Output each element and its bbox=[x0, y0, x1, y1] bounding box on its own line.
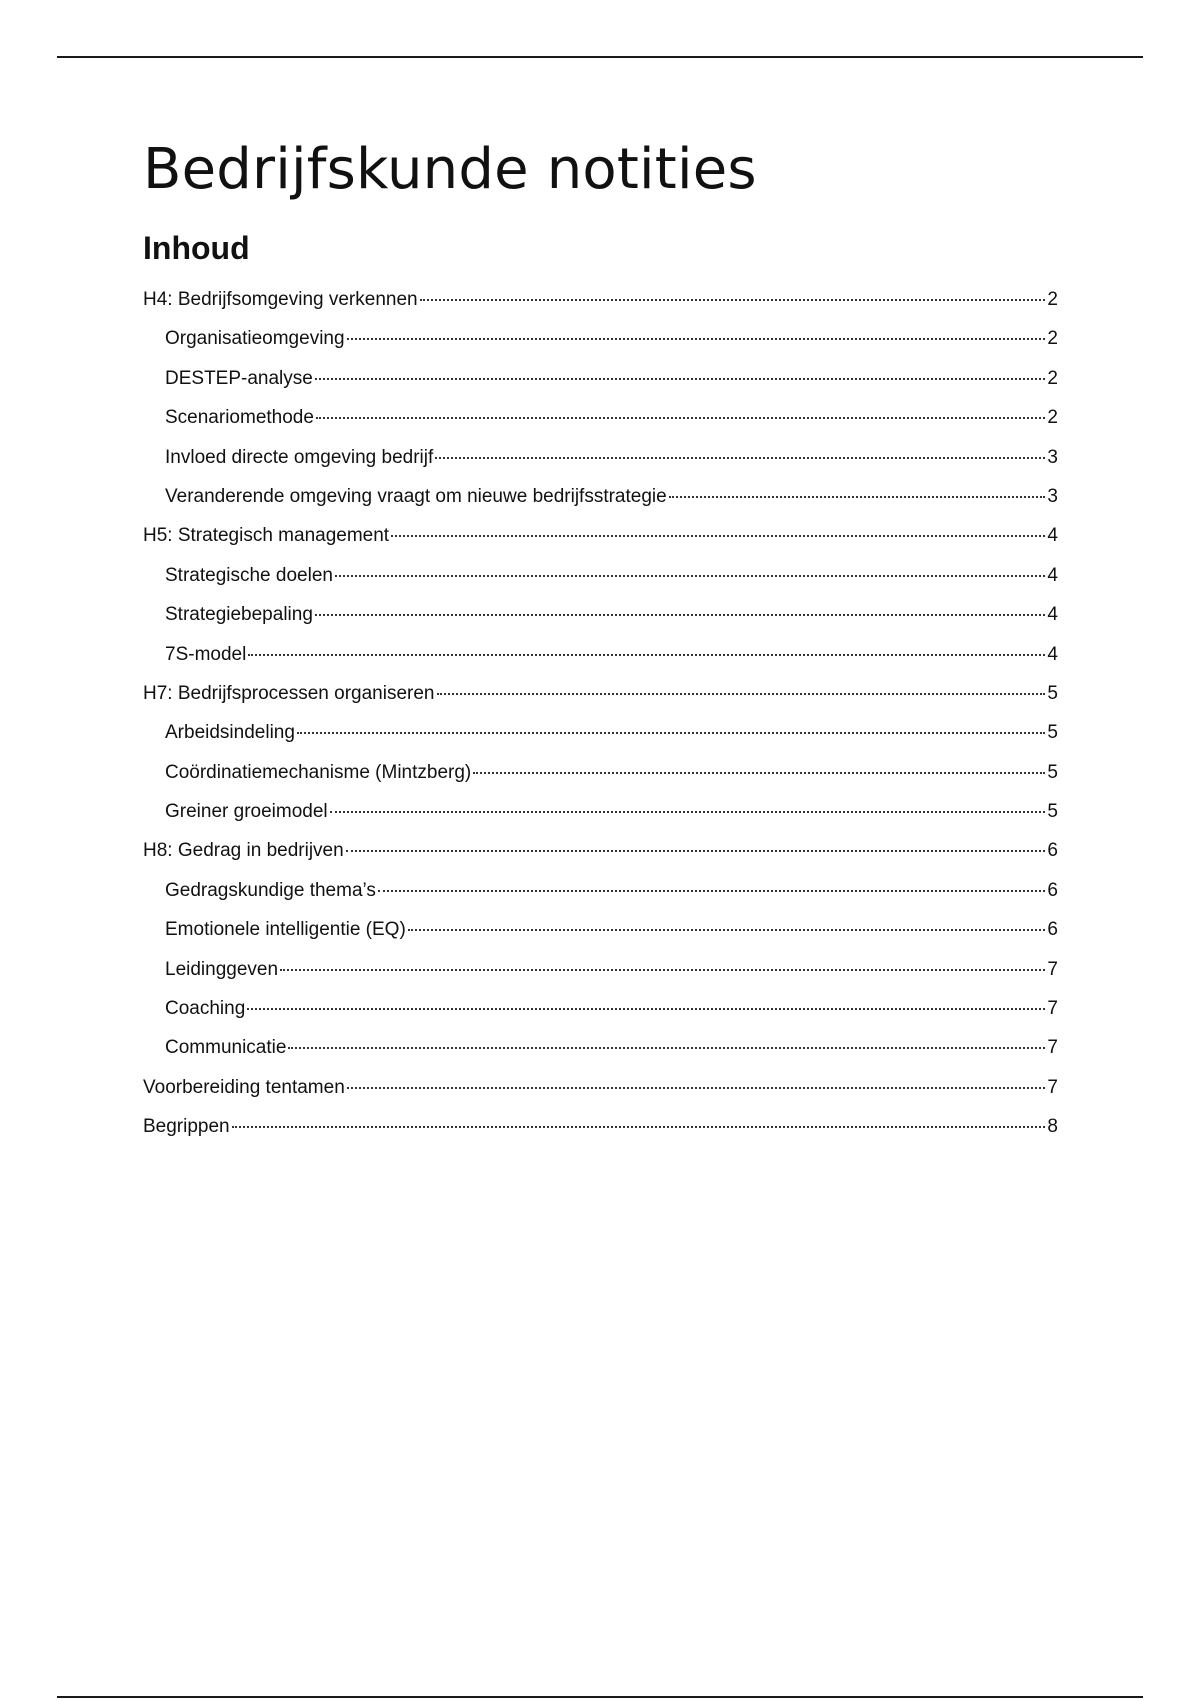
toc-entry-label: Greiner groeimodel bbox=[165, 801, 328, 823]
toc-entry-page-number: 4 bbox=[1047, 604, 1058, 626]
toc-entry-label: DESTEP-analyse bbox=[165, 367, 313, 389]
toc-entry-label: H5: Strategisch management bbox=[143, 525, 390, 547]
toc-heading: Inhoud bbox=[143, 230, 250, 266]
toc-entry-label: 7S-model bbox=[165, 643, 247, 665]
toc-entry-page-number: 5 bbox=[1047, 761, 1058, 783]
toc-dot-leader bbox=[435, 456, 1045, 459]
toc-entry-label: Gedragskundige thema’s bbox=[165, 879, 376, 901]
toc-entry-page-number: 8 bbox=[1047, 1116, 1058, 1138]
toc-entry-label: Strategische doelen bbox=[165, 564, 333, 586]
header-rule bbox=[57, 56, 1143, 58]
toc-entry[interactable] bbox=[143, 875, 1058, 914]
toc-entry-label: Coaching bbox=[165, 998, 246, 1020]
toc-entry[interactable] bbox=[143, 284, 1058, 323]
toc-entry-page-number: 2 bbox=[1047, 328, 1058, 350]
toc-dot-leader bbox=[420, 298, 1045, 301]
toc-dot-leader bbox=[346, 849, 1045, 852]
toc-entry-label: Communicatie bbox=[165, 1037, 287, 1059]
toc-entry[interactable] bbox=[143, 835, 1058, 874]
toc-entry[interactable] bbox=[143, 363, 1058, 402]
toc-entry-label: Voorbereiding tentamen bbox=[143, 1076, 345, 1098]
toc-dot-leader bbox=[316, 416, 1045, 419]
toc-dot-leader bbox=[347, 337, 1045, 340]
toc-dot-leader bbox=[248, 653, 1045, 656]
toc-entry[interactable] bbox=[143, 639, 1058, 678]
toc-entry-page-number: 2 bbox=[1047, 407, 1058, 429]
toc-entry-page-number: 7 bbox=[1047, 1076, 1058, 1098]
toc-entry-label: H4: Bedrijfsomgeving verkennen bbox=[143, 289, 418, 310]
toc-entry[interactable] bbox=[143, 1111, 1058, 1150]
toc-entry-page-number: 5 bbox=[1047, 722, 1058, 744]
toc-dot-leader bbox=[473, 771, 1045, 774]
toc-entry-page-number: 4 bbox=[1047, 643, 1058, 665]
toc-entry[interactable] bbox=[143, 402, 1058, 441]
toc-dot-leader bbox=[347, 1086, 1045, 1089]
toc-entry-page-number: 5 bbox=[1047, 682, 1058, 704]
toc-entry[interactable] bbox=[143, 442, 1058, 481]
toc-entry-page-number: 7 bbox=[1047, 998, 1058, 1020]
toc-entry-label: Organisatieomgeving bbox=[165, 328, 345, 350]
toc-entry-page-number: 6 bbox=[1047, 879, 1058, 901]
toc-entry-label: Begrippen bbox=[143, 1116, 230, 1138]
toc-entry-page-number: 2 bbox=[1047, 367, 1058, 389]
toc-entry-label: Arbeidsindeling bbox=[165, 722, 295, 744]
toc-entry-label: H8: Gedrag in bedrijven bbox=[143, 840, 344, 862]
toc-entry-label: H7: Bedrijfsprocessen organiseren bbox=[143, 682, 435, 704]
toc-entry-page-number: 4 bbox=[1047, 525, 1058, 547]
toc-entry-page-number: 6 bbox=[1047, 919, 1058, 941]
toc-entry-label: Strategiebepaling bbox=[165, 604, 313, 626]
toc-entry[interactable] bbox=[143, 599, 1058, 638]
toc-dot-leader bbox=[408, 928, 1045, 931]
toc-entry-page-number: 7 bbox=[1047, 1037, 1058, 1059]
toc-entry-label: Scenariomethode bbox=[165, 407, 314, 429]
toc-dot-leader bbox=[288, 1046, 1045, 1049]
toc-entry-label: Coördinatiemechanisme (Mintzberg) bbox=[165, 761, 472, 783]
toc-entry-label: Invloed directe omgeving bedrijf bbox=[165, 446, 434, 468]
toc-dot-leader bbox=[330, 810, 1045, 813]
toc-entry[interactable] bbox=[143, 796, 1058, 835]
toc-entry[interactable] bbox=[143, 560, 1058, 599]
toc-entry[interactable] bbox=[143, 757, 1058, 796]
toc-dot-leader bbox=[378, 889, 1045, 892]
toc-dot-leader bbox=[280, 968, 1045, 971]
page-title: Bedrijfskunde notities bbox=[143, 137, 757, 202]
toc-dot-leader bbox=[232, 1125, 1045, 1128]
toc-entry[interactable] bbox=[143, 1072, 1058, 1111]
toc-entry-page-number: 3 bbox=[1047, 485, 1058, 507]
toc-dot-leader bbox=[391, 534, 1045, 537]
toc-entry-label: Emotionele intelligentie (EQ) bbox=[165, 919, 406, 941]
toc-entry-page-number: 5 bbox=[1047, 801, 1058, 823]
toc-entry-label: Leidinggeven bbox=[165, 958, 279, 980]
toc-dot-leader bbox=[297, 731, 1045, 734]
toc-entry-page-number: 4 bbox=[1047, 564, 1058, 586]
toc-entry[interactable] bbox=[143, 323, 1058, 362]
toc-entry-page-number: 2 bbox=[1047, 289, 1058, 310]
toc-dot-leader bbox=[315, 377, 1045, 380]
toc-entry-label: Veranderende omgeving vraagt om nieuwe bedrijfsstrategie bbox=[165, 485, 667, 507]
toc-dot-leader bbox=[669, 495, 1045, 498]
toc-entry[interactable] bbox=[143, 717, 1058, 756]
toc-dot-leader bbox=[437, 692, 1046, 695]
toc-entry-page-number: 6 bbox=[1047, 840, 1058, 862]
footer-rule bbox=[57, 1696, 1143, 1698]
toc-entry-page-number: 7 bbox=[1047, 958, 1058, 980]
toc-entry[interactable] bbox=[143, 520, 1058, 559]
toc-entry[interactable] bbox=[143, 954, 1058, 993]
toc-entry[interactable] bbox=[143, 993, 1058, 1032]
toc-entry-page-number: 3 bbox=[1047, 446, 1058, 468]
toc-dot-leader bbox=[247, 1007, 1045, 1010]
toc-dot-leader bbox=[335, 574, 1045, 577]
toc-entry[interactable] bbox=[143, 678, 1058, 717]
table-of-contents bbox=[143, 284, 1058, 1151]
toc-entry[interactable] bbox=[143, 481, 1058, 520]
toc-entry[interactable] bbox=[143, 914, 1058, 953]
toc-dot-leader bbox=[315, 613, 1045, 616]
toc-entry[interactable] bbox=[143, 1032, 1058, 1071]
